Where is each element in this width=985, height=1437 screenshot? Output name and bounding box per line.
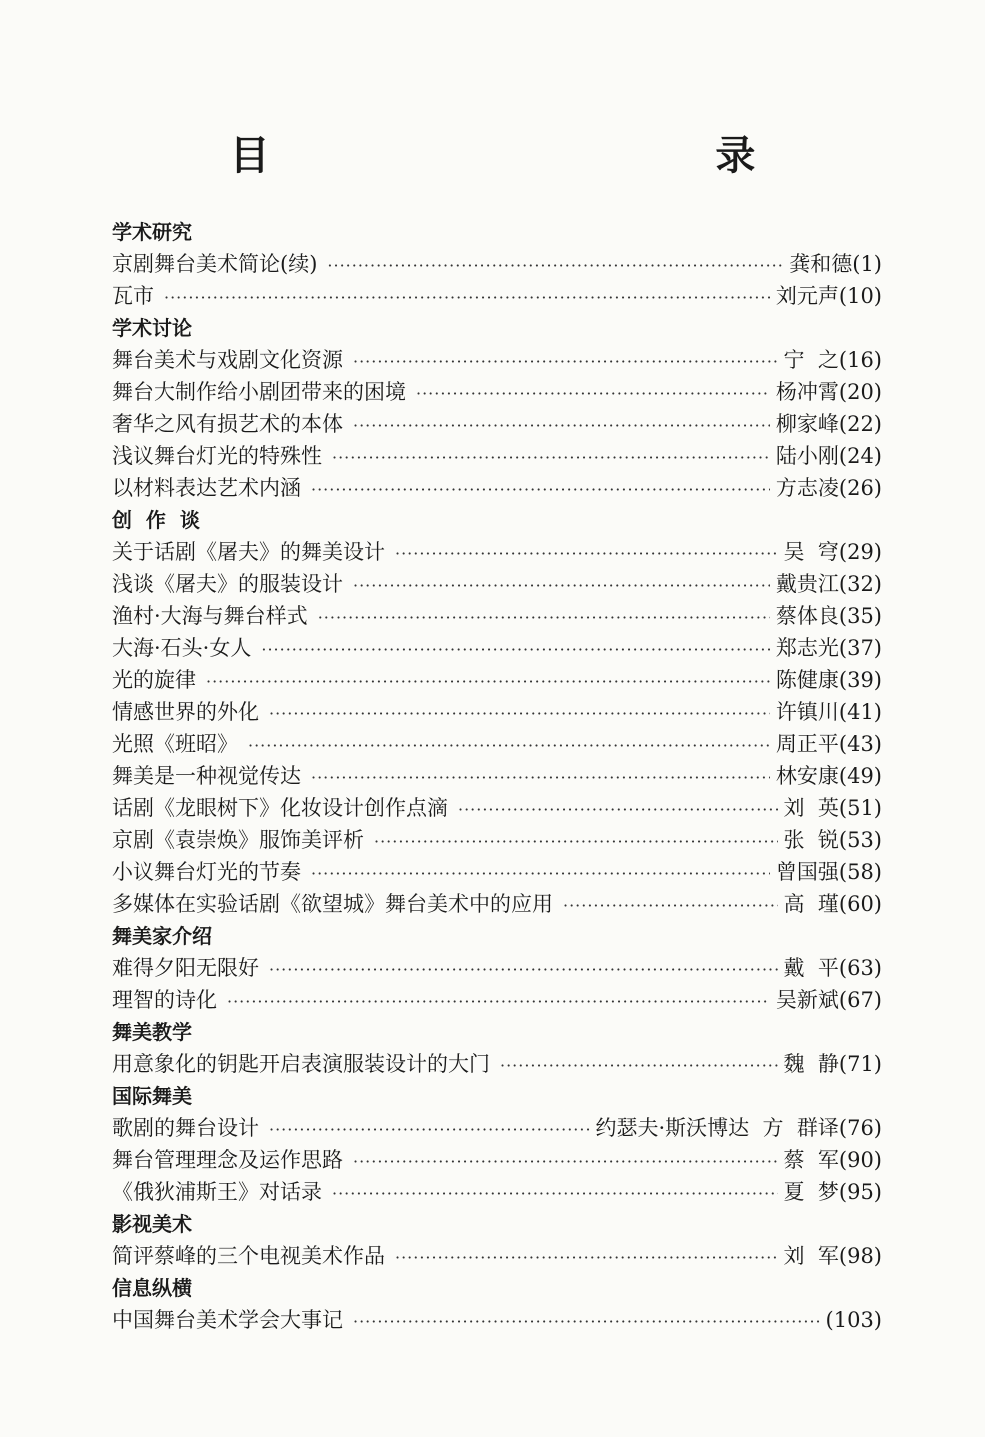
toc-entry-author: 张 锐 — [783, 828, 839, 852]
toc-entry-title: 以材料表达艺术内涵 — [112, 476, 301, 500]
toc-entry-title: 奢华之风有损艺术的本体 — [112, 412, 343, 436]
toc-entry-author-page — [776, 856, 882, 888]
toc-entry — [112, 280, 882, 312]
toc-section-heading: 舞美家介绍 — [112, 924, 212, 948]
toc-entry-author: 林安康 — [775, 764, 839, 788]
toc-entry-author-page — [784, 1144, 882, 1176]
toc-entry-author-page — [776, 632, 882, 664]
toc-entry-title: 多媒体在实验话剧《欲望城》舞台美术中的应用 — [112, 892, 553, 916]
dot-leader — [500, 1050, 778, 1082]
toc-entry-author-page — [776, 280, 882, 312]
toc-entry-page: (10) — [838, 284, 882, 308]
toc-entry-title: 关于话剧《屠夫》的舞美设计 — [112, 540, 385, 564]
toc-entry-page: (1) — [852, 252, 882, 276]
toc-entry — [112, 600, 882, 632]
toc-entry — [112, 824, 882, 856]
dot-leader — [227, 986, 770, 1018]
toc-entry-author: 蔡体良 — [775, 604, 839, 628]
toc-entry-author-page — [776, 472, 882, 504]
toc-entry-author: 龚和德 — [789, 252, 853, 276]
toc-entry-title: 浅谈《屠夫》的服装设计 — [112, 572, 343, 596]
dot-leader — [318, 602, 770, 634]
toc-entry-author-page — [784, 888, 882, 920]
toc-section-heading: 学术研究 — [112, 220, 192, 244]
toc-entry-author-page — [776, 568, 882, 600]
toc-entry-title: 大海·石头·女人 — [112, 636, 252, 660]
toc-entry-page: (35) — [838, 604, 882, 628]
toc-entry-title: 难得夕阳无限好 — [112, 956, 259, 980]
toc-entry-title: 京剧《袁崇焕》服饰美评析 — [112, 828, 364, 852]
toc-entry-author-page — [826, 1304, 882, 1336]
toc-entry-author: 戴 平 — [783, 956, 839, 980]
toc-entry-author-page — [776, 696, 882, 728]
toc-entry-author-page — [776, 984, 882, 1016]
toc-entry — [112, 760, 882, 792]
toc-entry — [112, 344, 882, 376]
toc-entry-title: 瓦市 — [112, 284, 154, 308]
toc-section-heading: 影视美术 — [112, 1212, 192, 1236]
dot-leader — [353, 346, 778, 378]
toc-entry-page: (43) — [838, 732, 882, 756]
toc-entry-page: (58) — [838, 860, 882, 884]
toc-entry — [112, 1304, 882, 1336]
toc-entry-page: (53) — [838, 828, 882, 852]
toc-entry-title: 舞台大制作给小剧团带来的困境 — [112, 380, 406, 404]
toc-entry-page: (63) — [838, 956, 882, 980]
dot-leader — [395, 1242, 778, 1274]
toc-entry-page: (76) — [838, 1116, 882, 1140]
toc-entry — [112, 1112, 882, 1144]
toc-entry-author: 夏 梦 — [783, 1180, 839, 1204]
toc-entry-page: (51) — [838, 796, 882, 820]
dot-leader — [416, 378, 770, 410]
toc-entry-author-page — [784, 344, 882, 376]
toc-entry-page: (22) — [838, 412, 882, 436]
toc-entry — [112, 984, 882, 1016]
toc-entry-author-page — [784, 536, 882, 568]
toc-entry — [112, 440, 882, 472]
toc-entry-title: 歌剧的舞台设计 — [112, 1116, 259, 1140]
toc-entry-page: (41) — [838, 700, 882, 724]
toc-entry-author-page — [776, 440, 882, 472]
toc-entry-page: (103) — [825, 1308, 882, 1332]
toc-entry-page: (60) — [838, 892, 882, 916]
toc-entry — [112, 856, 882, 888]
toc-entry-author-page — [789, 248, 882, 280]
toc-entry-title: 《俄狄浦斯王》对话录 — [112, 1180, 322, 1204]
dot-leader — [395, 538, 778, 570]
toc-entry-page: (20) — [838, 380, 882, 404]
toc-entry — [112, 408, 882, 440]
page-title: 目 录 — [229, 133, 834, 179]
toc-entry-title: 用意象化的钥匙开启表演服装设计的大门 — [112, 1052, 490, 1076]
toc-entry — [112, 888, 882, 920]
toc-entry — [112, 664, 882, 696]
toc-entry-title: 光照《班昭》 — [112, 732, 238, 756]
toc-entry-title: 理智的诗化 — [112, 988, 217, 1012]
toc-entry-author: 周正平 — [775, 732, 839, 756]
toc-entry-page: (16) — [838, 348, 882, 372]
toc-entry — [112, 1240, 882, 1272]
toc-entry-author: 吴 穹 — [783, 540, 839, 564]
toc-section-heading: 舞美教学 — [112, 1020, 192, 1044]
dot-leader — [458, 794, 778, 826]
toc-entry-page: (39) — [838, 668, 882, 692]
toc-entry — [112, 1144, 882, 1176]
toc-entry-author: 郑志光 — [775, 636, 839, 660]
toc-entry-author-page — [784, 824, 882, 856]
dot-leader — [311, 474, 770, 506]
toc-entry-author-page — [784, 1048, 882, 1080]
dot-leader — [353, 410, 770, 442]
toc-entry-author-page — [784, 952, 882, 984]
toc-entry-author: 魏 静 — [783, 1052, 839, 1076]
toc-entry-title: 话剧《龙眼树下》化妆设计创作点滴 — [112, 796, 448, 820]
dot-leader — [164, 282, 770, 314]
toc-entry — [112, 376, 882, 408]
toc-entry-author-page — [776, 664, 882, 696]
toc-entry-author-page — [784, 1240, 882, 1272]
dot-leader — [311, 762, 770, 794]
toc-entry-title: 中国舞台美术学会大事记 — [112, 1308, 343, 1332]
toc-entry-page: (29) — [838, 540, 882, 564]
dot-leader — [261, 634, 770, 666]
toc-entry-title: 舞美是一种视觉传达 — [112, 764, 301, 788]
toc-entry-page: (90) — [838, 1148, 882, 1172]
toc-entry-author: 宁 之 — [783, 348, 839, 372]
dot-leader — [269, 1114, 590, 1146]
dot-leader — [311, 858, 770, 890]
toc-entry-page: (26) — [838, 476, 882, 500]
toc-entry-title: 简评蔡峰的三个电视美术作品 — [112, 1244, 385, 1268]
toc-entry-title: 光的旋律 — [112, 668, 196, 692]
toc-section-heading: 创 作 谈 — [112, 508, 200, 532]
toc-entry-author-page — [776, 760, 882, 792]
toc-entry — [112, 1176, 882, 1208]
dot-leader — [353, 1306, 820, 1338]
toc-entry-page: (49) — [838, 764, 882, 788]
table-of-contents — [112, 216, 882, 1336]
toc-entry-author: 陆小刚 — [775, 444, 839, 468]
dot-leader — [206, 666, 770, 698]
toc-entry — [112, 568, 882, 600]
dot-leader — [332, 1178, 778, 1210]
toc-entry-author: 柳家峰 — [775, 412, 839, 436]
toc-entry — [112, 1048, 882, 1080]
toc-entry-author: 陈健康 — [775, 668, 839, 692]
toc-entry — [112, 696, 882, 728]
toc-entry-title: 京剧舞台美术简论(续) — [112, 252, 318, 276]
toc-entry-author: 杨冲霄 — [775, 380, 839, 404]
dot-leader — [563, 890, 778, 922]
toc-entry-author: 约瑟夫·斯沃博达 方 群译 — [595, 1116, 839, 1140]
toc-entry-page: (67) — [838, 988, 882, 1012]
toc-entry-author: 高 瑾 — [783, 892, 839, 916]
toc-entry-title: 渔村·大海与舞台样式 — [112, 604, 308, 628]
toc-entry — [112, 952, 882, 984]
toc-section-heading: 学术讨论 — [112, 316, 192, 340]
toc-entry — [112, 248, 882, 280]
toc-entry-author-page — [784, 792, 882, 824]
toc-entry-author: 曾国强 — [775, 860, 839, 884]
dot-leader — [353, 1146, 778, 1178]
toc-entry-title: 浅议舞台灯光的特殊性 — [112, 444, 322, 468]
toc-entry-author-page — [776, 728, 882, 760]
toc-entry-author: 刘 英 — [783, 796, 839, 820]
toc-entry-page: (37) — [838, 636, 882, 660]
toc-entry-title: 情感世界的外化 — [112, 700, 259, 724]
toc-entry-author-page — [596, 1112, 883, 1144]
toc-entry-author: 戴贵江 — [775, 572, 839, 596]
toc-entry-author-page — [776, 376, 882, 408]
dot-leader — [332, 442, 770, 474]
toc-entry-author-page — [784, 1176, 882, 1208]
dot-leader — [374, 826, 778, 858]
toc-entry-page: (95) — [838, 1180, 882, 1204]
toc-section-heading: 国际舞美 — [112, 1084, 192, 1108]
dot-leader — [327, 250, 783, 282]
dot-leader — [353, 570, 770, 602]
toc-entry-author: 许镇川 — [775, 700, 839, 724]
toc-entry-author: 吴新斌 — [775, 988, 839, 1012]
toc-entry — [112, 632, 882, 664]
dot-leader — [269, 954, 778, 986]
toc-entry-author: 蔡 军 — [783, 1148, 839, 1172]
toc-entry-author: 刘元声 — [775, 284, 839, 308]
dot-leader — [269, 698, 770, 730]
toc-entry-author: 方志凌 — [775, 476, 839, 500]
toc-entry — [112, 472, 882, 504]
toc-entry-page: (24) — [838, 444, 882, 468]
toc-entry — [112, 536, 882, 568]
toc-entry-title: 舞台美术与戏剧文化资源 — [112, 348, 343, 372]
dot-leader — [248, 730, 770, 762]
toc-entry-page: (71) — [838, 1052, 882, 1076]
toc-entry-author-page — [776, 600, 882, 632]
toc-entry-author: 刘 军 — [783, 1244, 839, 1268]
toc-entry-title: 舞台管理理念及运作思路 — [112, 1148, 343, 1172]
toc-entry-author-page — [776, 408, 882, 440]
toc-entry — [112, 728, 882, 760]
toc-entry-page: (98) — [838, 1244, 882, 1268]
toc-entry-page: (32) — [838, 572, 882, 596]
toc-entry-title: 小议舞台灯光的节奏 — [112, 860, 301, 884]
toc-entry — [112, 792, 882, 824]
toc-section-heading: 信息纵横 — [112, 1276, 192, 1300]
